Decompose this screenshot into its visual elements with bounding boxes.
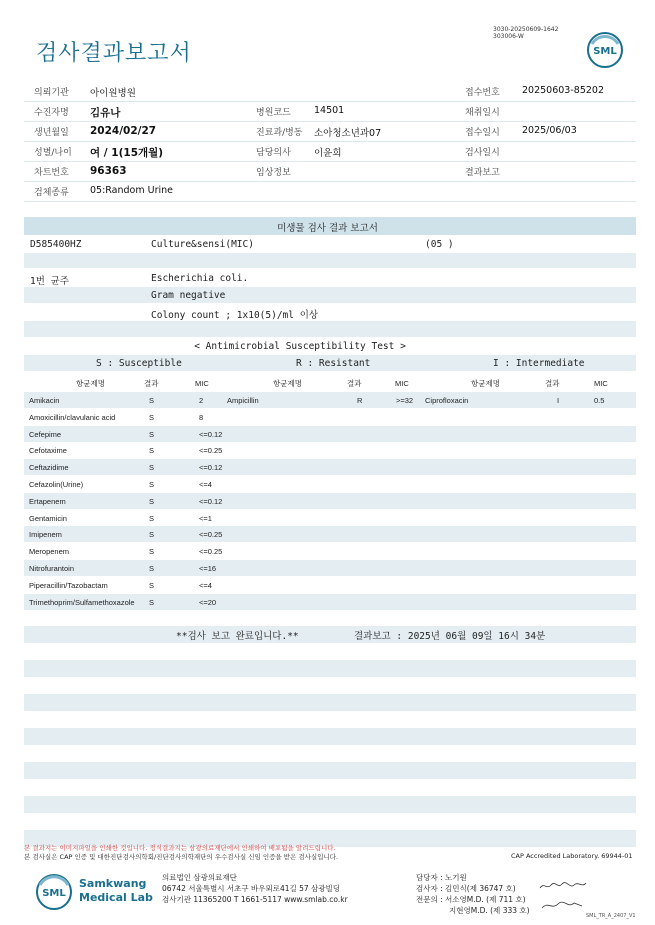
colony-count: Colony count ; 1x10(5)/ml 이상 — [151, 310, 319, 321]
footer-logo-text: SML — [42, 888, 66, 899]
col-mic-2: MIC — [395, 379, 409, 388]
field-value: 여 / 1(15개월) — [90, 147, 164, 159]
staff-manager: 담당자 : 노기원 — [416, 873, 467, 882]
field-value: 96363 — [90, 165, 127, 177]
legend-resistant: R : Resistant — [296, 358, 371, 369]
mic-value: >=32 — [396, 396, 414, 405]
drug-name: Nitrofurantoin — [29, 564, 75, 573]
col-drug-1: 항균제명 — [76, 379, 105, 388]
field-label: 차트번호 — [34, 168, 69, 178]
report-time: 결과보고 : 2025년 06월 09일 16시 34분 — [354, 631, 546, 642]
drug-name: Amikacin — [29, 396, 60, 405]
field-label: 접수일시 — [465, 128, 500, 138]
mic-value: <=16 — [199, 564, 217, 573]
drug-name: Trimethoprim/Sulfamethoxazole — [29, 597, 135, 607]
field-label: 검사일시 — [465, 148, 500, 158]
form-code: SML_TR_A_2407_V1 — [586, 913, 636, 919]
mic-value: <=20 — [199, 597, 217, 607]
footer-warning: 본 결과지는 이미지파일을 인쇄한 것입니다. 정식결과지는 삼광의료재단에서 인쇄하여 배포됨을 알려드립니다. — [24, 844, 336, 852]
doc-id-line-1: 3030-20250609-1642 — [493, 26, 559, 33]
staff-tester: 검사자 : 김민식(제 36747 호) — [416, 884, 516, 893]
mic-value: 2 — [199, 396, 204, 405]
field-value: 14501 — [314, 105, 345, 116]
ast-row — [24, 560, 636, 576]
susceptibility-result: I — [557, 396, 560, 405]
brand-name-1: Samkwang — [79, 877, 147, 890]
susceptibility-result: S — [149, 513, 155, 523]
drug-name: Cefotaxime — [29, 446, 67, 456]
footer-cert: 본 검사실은 CAP 인증 및 대한진단검사의학회/진단검사의학재단의 우수검사실 신임 인증을 받은 검사실입니다. — [24, 853, 339, 861]
drug-name: Ceftazidime — [29, 463, 69, 473]
mic-value: <=0.25 — [199, 446, 223, 456]
susceptibility-result: S — [149, 496, 155, 506]
org-address: 06742 서울특별시 서초구 바우뫼로41길 57 삼광빌딩 — [162, 884, 341, 893]
ast-row — [24, 392, 636, 408]
doc-id-line-2: 303006-W — [493, 33, 524, 40]
susceptibility-result: S — [149, 429, 155, 439]
susceptibility-result: S — [149, 412, 155, 422]
mic-value: 8 — [199, 412, 204, 422]
field-value: 05:Random Urine — [90, 185, 174, 196]
organism-name: Escherichia coli. — [151, 273, 249, 284]
col-result-3: 결과 — [545, 379, 560, 388]
ast-title: < Antimicrobial Susceptibility Test > — [194, 341, 406, 352]
empty-band — [24, 762, 636, 779]
drug-name: Imipenem — [29, 530, 62, 540]
info-row — [24, 141, 636, 162]
col-drug-2: 항균제명 — [273, 379, 302, 388]
mic-value: <=0.25 — [199, 530, 223, 540]
ast-row — [24, 476, 636, 492]
signature-icon — [540, 898, 584, 912]
document-id — [493, 26, 558, 40]
field-label: 진료과/병동 — [256, 128, 303, 138]
field-label: 접수번호 — [465, 88, 500, 98]
page-title: 검사결과보고서 — [36, 41, 192, 66]
ast-row — [24, 510, 636, 526]
mic-value: <=4 — [199, 480, 212, 489]
susceptibility-result: S — [149, 547, 155, 557]
ast-row — [24, 577, 636, 593]
drug-name: Cefazolin(Urine) — [29, 480, 84, 489]
mic-value: <=0.12 — [199, 463, 223, 473]
drug-name: Gentamicin — [29, 513, 67, 523]
info-row — [24, 101, 636, 122]
mic-value: <=0.12 — [199, 496, 223, 506]
gram-stain: Gram negative — [151, 290, 226, 301]
info-row — [24, 181, 636, 202]
drug-name: Cefepime — [29, 429, 62, 439]
mic-value: <=0.12 — [199, 429, 223, 439]
field-value: 김유나 — [90, 107, 121, 119]
col-result-1: 결과 — [144, 379, 159, 388]
field-value: 소아청소년과07 — [314, 128, 382, 139]
col-mic-1: MIC — [195, 379, 209, 388]
drug-name: Ertapenem — [29, 496, 66, 506]
susceptibility-result: S — [149, 530, 155, 540]
signature-icon — [538, 880, 588, 892]
col-mic-3: MIC — [594, 379, 608, 388]
legend-susceptible: S : Susceptible — [96, 358, 182, 369]
col-result-2: 결과 — [347, 379, 362, 388]
ast-row — [24, 409, 636, 425]
empty-band — [24, 728, 636, 745]
mic-value: <=1 — [199, 513, 212, 523]
org-name: 의료법인 삼광의료재단 — [162, 873, 237, 882]
mic-value: 0.5 — [594, 396, 605, 405]
sml-footer-logo-icon — [34, 872, 74, 912]
cap-accreditation: CAP Accredited Laboratory. 69944-01 — [511, 852, 633, 860]
mic-value: <=0.25 — [199, 547, 223, 557]
ast-row — [24, 459, 636, 475]
test-number: (05 ) — [425, 239, 454, 250]
ast-row — [24, 426, 636, 442]
logo-text: SML — [593, 46, 617, 57]
staff-specialist-2: 지현영M.D. (제 333 호) — [449, 906, 530, 915]
drug-name: Ampicillin — [227, 396, 259, 405]
test-name: Culture&sensi(MIC) — [151, 239, 254, 250]
empty-band — [24, 660, 636, 677]
info-row — [24, 121, 636, 142]
field-value: 20250603-85202 — [522, 85, 605, 96]
field-label: 채취일시 — [465, 108, 500, 118]
test-code: D585400HZ — [30, 239, 82, 250]
ast-row — [24, 493, 636, 509]
organism-label: 1번 균주 — [30, 276, 69, 287]
col-drug-3: 항균제명 — [471, 379, 500, 388]
brand-name-2: Medical Lab — [79, 891, 153, 904]
legend-intermediate: I : Intermediate — [493, 358, 585, 369]
band — [24, 253, 636, 268]
drug-name: Meropenem — [29, 547, 70, 557]
empty-band — [24, 796, 636, 813]
susceptibility-result: S — [149, 580, 155, 590]
ast-row — [24, 526, 636, 542]
completion-message: **검사 보고 완료입니다.** — [176, 631, 299, 642]
susceptibility-result: S — [149, 564, 155, 573]
sml-logo-icon — [586, 31, 624, 69]
band — [24, 287, 636, 303]
ast-row — [24, 442, 636, 458]
field-label: 담당의사 — [256, 148, 291, 158]
drug-name: Ciprofloxacin — [425, 396, 469, 405]
field-label: 성별/나이 — [34, 148, 72, 158]
ast-row — [24, 594, 636, 610]
org-contact: 검사기관 11365200 T 1661-5117 www.smlab.co.kr — [162, 895, 348, 904]
field-value: 2025/06/03 — [522, 125, 577, 136]
susceptibility-result: S — [149, 446, 155, 456]
field-value: 이윤희 — [314, 148, 342, 159]
susceptibility-result: S — [149, 597, 155, 607]
field-value: 아이원병원 — [90, 88, 136, 99]
field-label: 결과보고 — [465, 168, 500, 178]
field-label: 임상정보 — [256, 168, 291, 178]
susceptibility-result: R — [357, 396, 363, 405]
section-title: 미생물 검사 결과 보고서 — [277, 223, 378, 234]
susceptibility-result: S — [149, 480, 155, 489]
field-label: 의뢰기관 — [34, 88, 69, 98]
ast-row — [24, 543, 636, 559]
drug-name: Amoxicillin/clavulanic acid — [29, 412, 116, 422]
field-label: 검체종류 — [34, 188, 69, 198]
mic-value: <=4 — [199, 580, 212, 590]
susceptibility-result: S — [149, 463, 155, 473]
band — [24, 321, 636, 337]
empty-band — [24, 694, 636, 711]
field-label: 수진자명 — [34, 108, 69, 118]
info-row — [24, 161, 636, 182]
field-label: 병원코드 — [256, 108, 291, 118]
info-row — [24, 81, 636, 102]
field-value: 2024/02/27 — [90, 125, 157, 137]
susceptibility-result: S — [149, 396, 155, 405]
drug-name: Piperacillin/Tazobactam — [29, 580, 108, 590]
staff-specialist-1: 전문의 : 서소영M.D. (제 711 호) — [416, 895, 526, 904]
field-label: 생년월일 — [34, 128, 69, 138]
